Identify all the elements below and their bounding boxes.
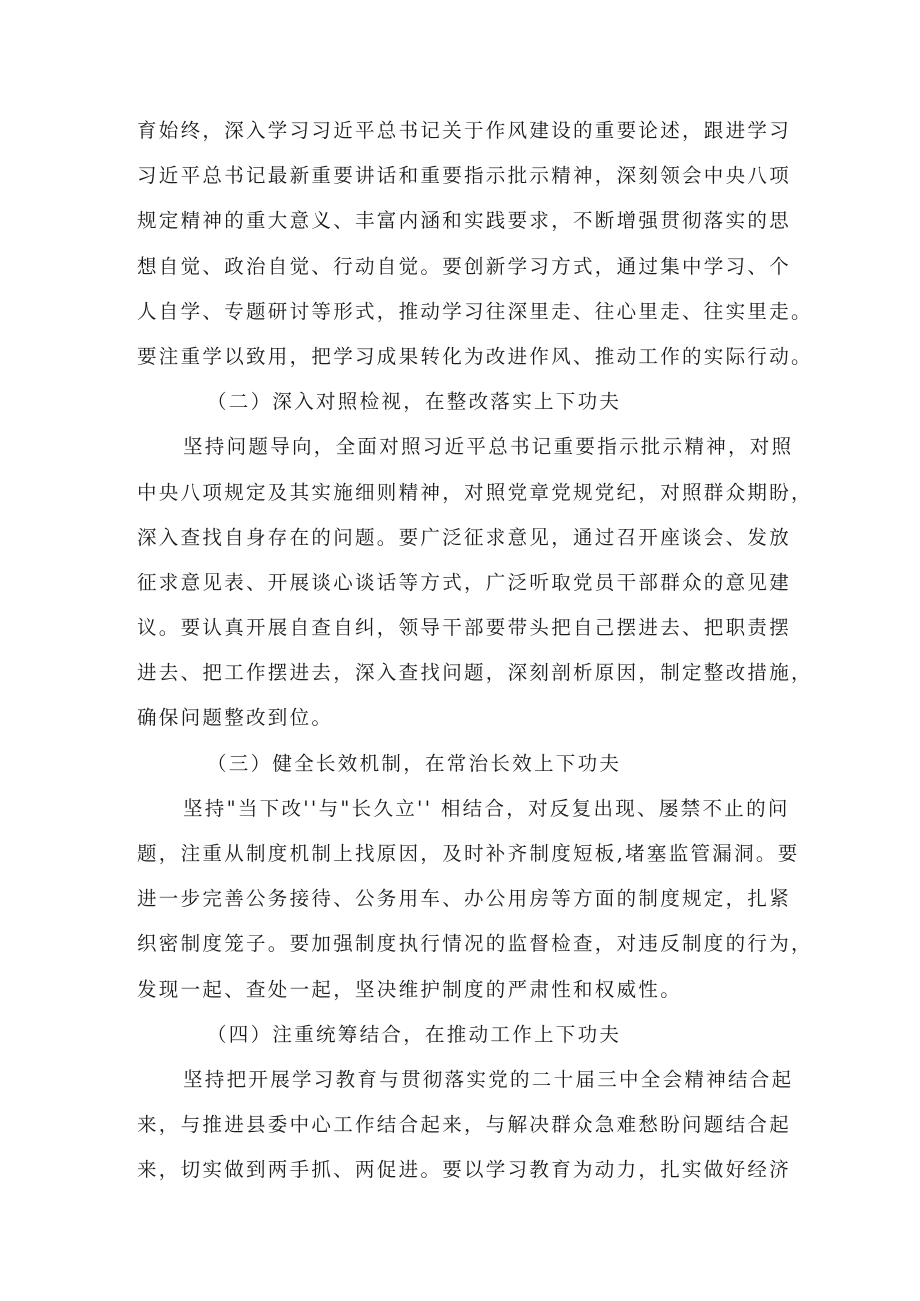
text-line: 进一步完善公务接待、公务用车、办公用房等方面的制度规定，扎紧 xyxy=(137,887,792,911)
text-line: 育始终，深入学习习近平总书记关于作风建设的重要论述，跟进学习 xyxy=(137,119,792,142)
section-heading: （四）注重统筹结合，在推动工作上下功夫 xyxy=(207,1022,622,1046)
text-line: 进去、把工作摆进去，深入查找问题，深刻剖析原因，制定整改措施， xyxy=(137,661,813,685)
text-line: 中央八项规定及其实施细则精神，对照党章党规党纪，对照群众期盼， xyxy=(137,480,813,504)
text-line: 织密制度笼子。要加强制度执行情况的监督检查，对违反制度的行为， xyxy=(137,932,813,956)
text-line: 题，注重从制度机制上找原因，及时补齐制度短板,堵塞监管漏洞。要 xyxy=(137,842,800,865)
text-line: 确保问题整改到位。 xyxy=(137,706,334,730)
text-line: 来，与推进县委中心工作结合起来，与解决群众急难愁盼问题结合起 xyxy=(137,1113,792,1137)
text-line: 坚持把开展学习教育与贯彻落实党的二十届三中全会精神结合起 xyxy=(183,1067,794,1091)
text-line: 征求意见表、开展谈心谈话等方式，广泛听取党员干部群众的意见建 xyxy=(137,570,792,594)
text-line: 习近平总书记最新重要讲话和重要指示批示精神，深刻领会中央八项 xyxy=(137,164,792,188)
section-heading: （三）健全长效机制，在常治长效上下功夫 xyxy=(207,751,622,775)
document-body xyxy=(137,108,813,1193)
text-line: 来，切实做到两手抓、两促进。要以学习教育为动力，扎实做好经济 xyxy=(137,1158,792,1182)
text-line: 坚持"当下改''与"长久立'' 相结合，对反复出现、屡禁不止的问 xyxy=(183,796,790,820)
text-line: 坚持问题导向，全面对照习近平总书记重要指示批示精神，对照 xyxy=(183,435,794,459)
text-line: 要注重学以致用，把学习成果转化为改进作风、推动工作的实际行动。 xyxy=(137,344,813,368)
text-line: 发现一起、查处一起，坚决维护制度的严肃性和权威性。 xyxy=(137,977,683,1001)
text-line: 想自觉、政治自觉、行动自觉。要创新学习方式，通过集中学习、个 xyxy=(137,254,792,278)
section-heading: （二）深入对照检视，在整改落实上下功夫 xyxy=(207,390,622,414)
text-line: 规定精神的重大意义、丰富内涵和实践要求，不断增强贯彻落实的思 xyxy=(137,209,792,233)
text-line: 人自学、专题研讨等形式，推动学习往深里走、往心里走、往实里走。 xyxy=(137,299,813,323)
text-line: 深入查找自身存在的问题。要广泛征求意见，通过召开座谈会、发放 xyxy=(137,525,792,549)
text-line: 议。要认真开展自查自纠，领导干部要带头把自己摆进去、把职责摆 xyxy=(137,616,792,640)
